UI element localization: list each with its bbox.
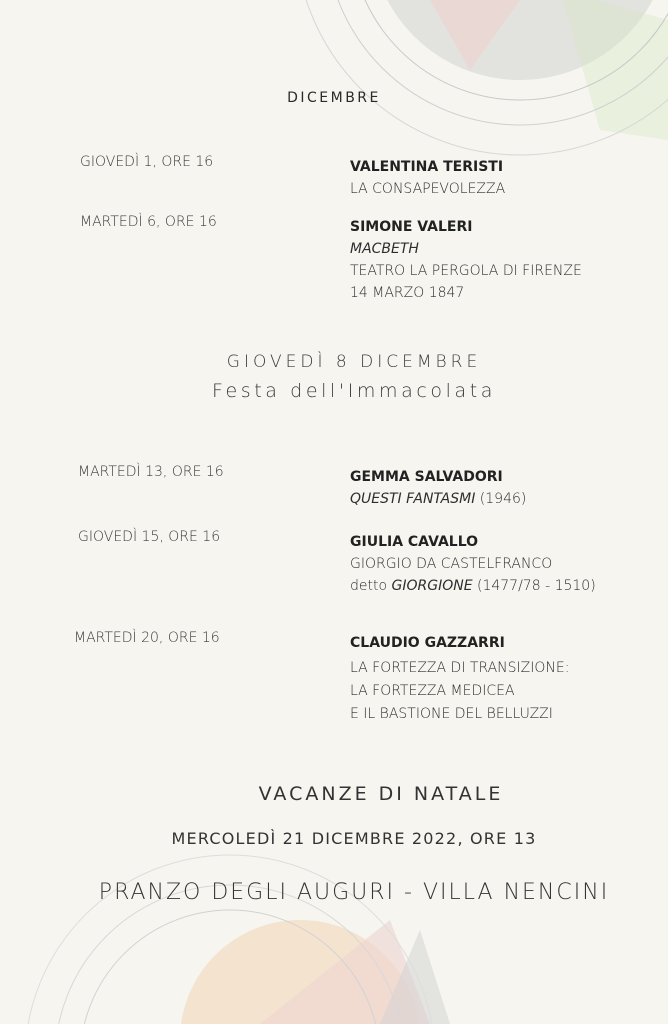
holiday-date: GIOVEDÌ 8 DICEMBRE [226,352,482,372]
lunch-title: PRANZO DEGLI AUGURI - VILLA NENCINI [98,880,610,905]
event-line [350,575,596,597]
detto-years: (1477/78 - 1510) [472,578,596,594]
event-speaker: SIMONE VALERI [350,219,473,235]
event-date: MARTEDÌ 6, ORE 16 [80,214,217,230]
event-date: GIOVEDÌ 1, ORE 16 [80,154,214,170]
month-heading: DICEMBRE [287,90,381,106]
event-line: LA FORTEZZA MEDICEA [350,683,515,699]
event-line: MACBETH [350,241,419,257]
detto-prefix: detto [350,578,392,594]
event-title: QUESTI FANTASMI [350,491,476,507]
vacation-heading: VACANZE DI NATALE [258,783,504,805]
event-line: GIORGIO DA CASTELFRANCO [350,556,553,572]
event-line: 14 MARZO 1847 [350,285,465,301]
event-date: MARTEDÌ 13, ORE 16 [78,464,224,480]
event-line: E IL BASTIONE DEL BELLUZZI [350,706,553,722]
event-date: GIOVEDÌ 15, ORE 16 [78,529,221,545]
top-right-decoration [295,0,668,155]
event-details [350,156,505,200]
event-date: MARTEDÌ 20, ORE 16 [74,630,220,646]
detto-name: GIORGIONE [391,578,473,594]
event-details [350,216,582,304]
event-year: (1946) [475,491,527,507]
event-details [350,632,569,726]
event-speaker: CLAUDIO GAZZARRI [350,635,505,651]
event-line: LA CONSAPEVOLEZZA [350,181,506,197]
event-speaker: VALENTINA TERISTI [350,159,504,175]
lunch-date: MERCOLEDÌ 21 DICEMBRE 2022, ORE 13 [171,829,537,848]
event-line: TEATRO LA PERGOLA DI FIRENZE [350,263,582,279]
event-line [350,488,526,510]
event-details [350,466,526,510]
holiday-name: Festa dell'Immacolata [211,380,497,402]
event-details [350,531,596,597]
event-line: LA FORTEZZA DI TRANSIZIONE: [350,660,570,676]
event-speaker: GEMMA SALVADORI [350,469,503,485]
event-speaker: GIULIA CAVALLO [350,534,479,550]
